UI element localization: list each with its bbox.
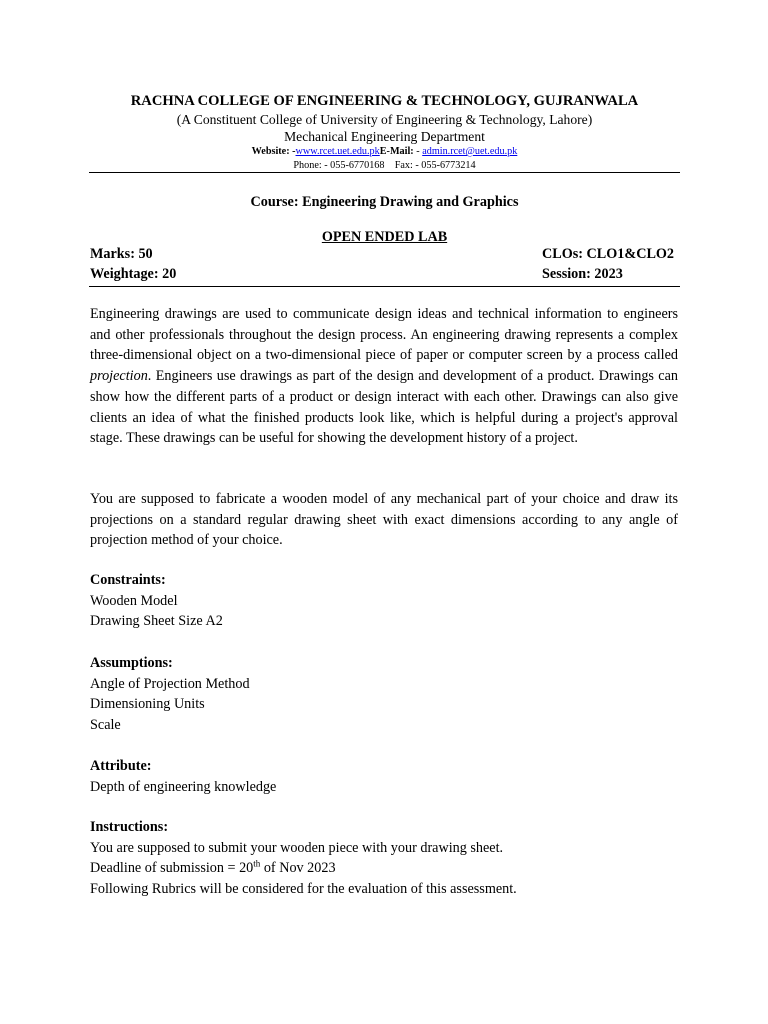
college-name: RACHNA COLLEGE OF ENGINEERING & TECHNOLOGY, GUJRANWALA <box>130 93 639 109</box>
instructions-title: Instructions: <box>90 819 169 835</box>
lab-title: OPEN ENDED LAB <box>321 229 448 245</box>
fax-number: Fax: - 055-6773214 <box>394 160 476 171</box>
assumptions-section <box>90 653 678 736</box>
email-link[interactable]: admin.rcet@uet.edu.pk <box>422 146 518 157</box>
intro-paragraph <box>90 304 678 449</box>
phone-number: Phone: - 055-6770168 <box>293 160 385 171</box>
email-label: E-Mail: <box>379 146 414 157</box>
intro-emphasis: projection <box>90 368 148 385</box>
letterhead <box>89 92 680 173</box>
phone-fax-line <box>89 159 680 173</box>
website-label: Website: - <box>251 146 296 157</box>
assumption-item: Dimensioning Units <box>90 696 205 713</box>
weightage: Weightage: 20 <box>90 266 177 282</box>
deadline-prefix: Deadline of submission = 20 <box>90 860 254 877</box>
instructions-section <box>90 817 678 900</box>
instruction-line: Following Rubrics will be considered for the evaluation of this assessment. <box>90 881 517 898</box>
deadline-line <box>90 858 678 879</box>
constraint-item: Wooden Model <box>90 592 178 609</box>
constraint-item: Drawing Sheet Size A2 <box>90 613 223 630</box>
constraints-section <box>90 570 678 632</box>
affiliation: (A Constituent College of University of Engineering & Technology, Lahore) <box>176 112 593 127</box>
task-paragraph: You are supposed to fabricate a wooden model of any mechanical part of your choice and draw its projections on a standard regular drawing sheet with exact dimensions according to any angle of projection method of your choice. <box>90 491 678 549</box>
meta-divider <box>89 286 680 287</box>
intro-part1: Engineering drawings are used to communicate design ideas and technical information to engineers and other professionals throughout the design process. An engineering drawing represents a complex three-dimensional object on a two-dimensional piece of paper or computer screen by a process called <box>90 306 678 364</box>
website-link[interactable]: www.rcet.uet.edu.pk <box>295 146 380 157</box>
constraints-title: Constraints: <box>90 572 166 588</box>
department: Mechanical Engineering Department <box>284 129 485 144</box>
session: Session: 2023 <box>542 266 623 282</box>
assumption-item: Scale <box>90 717 121 734</box>
instruction-line: You are supposed to submit your wooden piece with your drawing sheet. <box>90 839 504 856</box>
assumption-item: Angle of Projection Method <box>90 675 250 692</box>
assumptions-title: Assumptions: <box>90 655 173 671</box>
course-title: Course: Engineering Drawing and Graphics <box>250 194 519 210</box>
attribute-title: Attribute: <box>90 758 152 774</box>
marks: Marks: 50 <box>90 246 153 262</box>
attribute-section <box>90 756 678 797</box>
email-separator: - <box>413 146 423 157</box>
deadline-suffix: of Nov 2023 <box>260 860 336 877</box>
deadline-superscript: th <box>253 858 261 869</box>
attribute-item: Depth of engineering knowledge <box>90 778 277 795</box>
web-contact-line <box>89 145 680 159</box>
intro-part2: . Engineers use drawings as part of the design and development of a product. Drawings can show how the different parts of a product or design interact with each other. Drawings can also give clients an idea of what the finished products look like, which is helpful during a project's approval stage. These drawings can be useful for showing the development history of a project. <box>90 368 678 447</box>
clos: CLOs: CLO1&CLO2 <box>542 246 675 262</box>
header-divider <box>89 172 680 173</box>
